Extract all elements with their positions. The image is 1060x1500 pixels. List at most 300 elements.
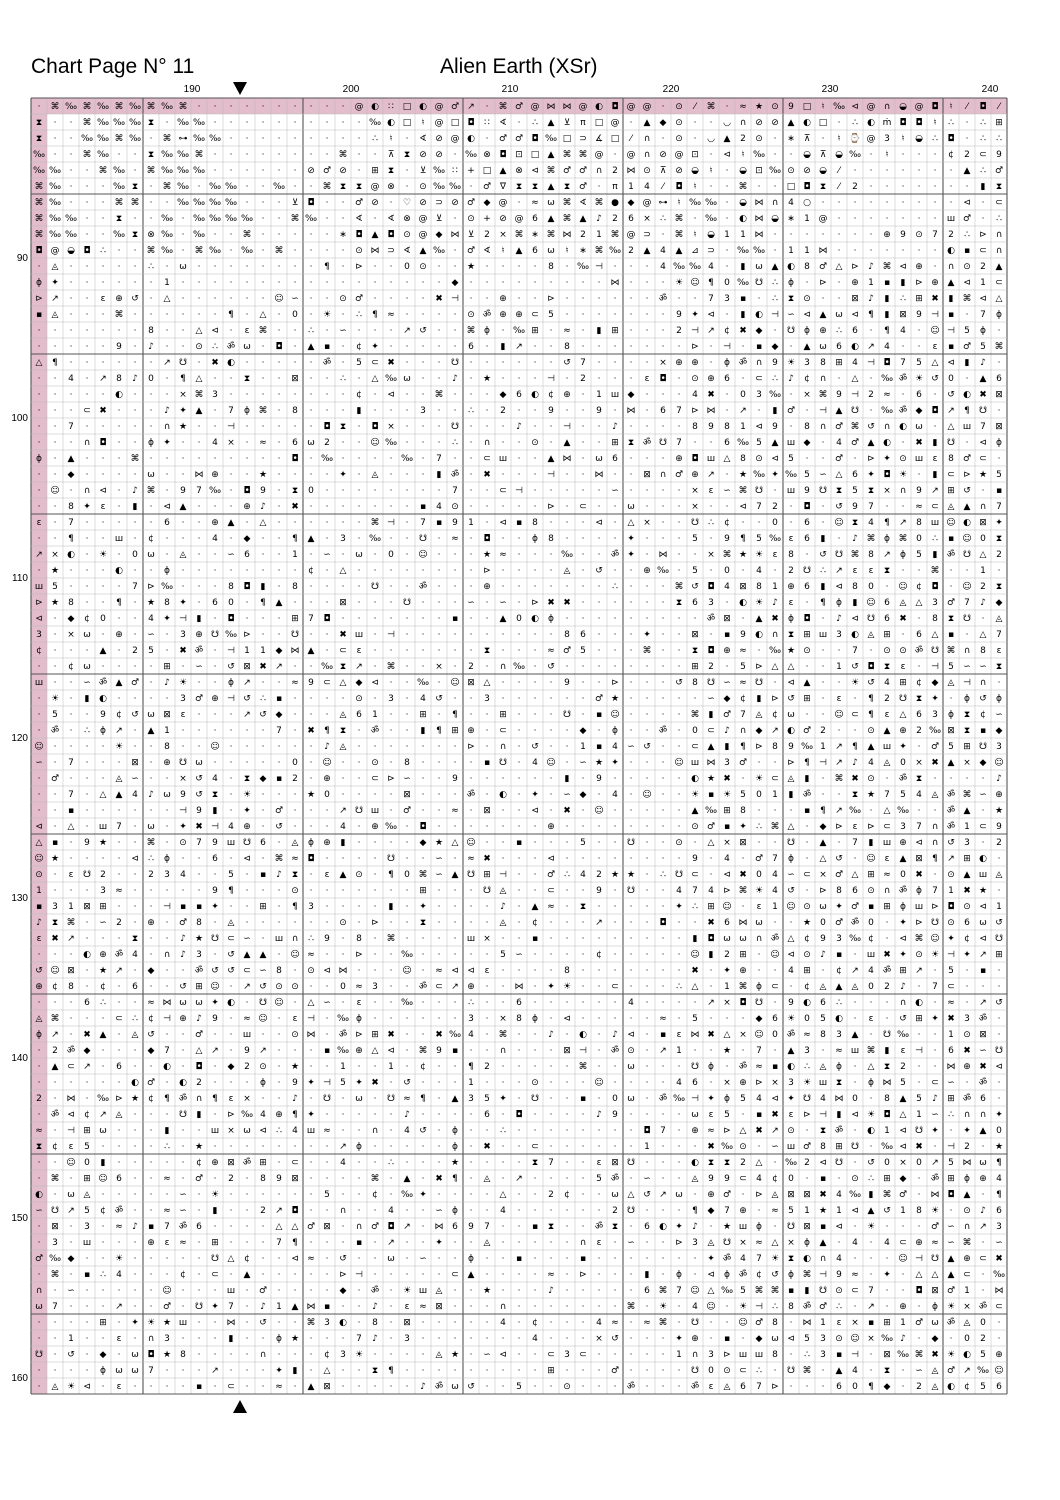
stitch-symbol: ·	[229, 326, 233, 337]
stitch-symbol: ⊞	[899, 966, 907, 977]
stitch-symbol: ◘	[291, 454, 299, 465]
stitch-symbol: ·	[37, 1270, 41, 1281]
stitch-symbol: ·	[533, 1238, 537, 1249]
stitch-symbol: ✖	[899, 614, 907, 625]
stitch-symbol: ∴	[148, 262, 154, 273]
stitch-symbol: △	[371, 374, 379, 385]
stitch-symbol: ·	[117, 1046, 121, 1057]
stitch-symbol: ·	[261, 1094, 265, 1105]
stitch-symbol: ⊠	[403, 790, 411, 801]
stitch-symbol: ♮	[693, 230, 697, 241]
stitch-symbol: ♪	[596, 1110, 602, 1121]
stitch-symbol: ·	[101, 1014, 105, 1025]
stitch-symbol: ⊞	[883, 1318, 891, 1329]
stitch-symbol: 6	[852, 470, 858, 481]
stitch-symbol: ✦	[179, 822, 187, 833]
stitch-symbol: ·	[501, 982, 505, 993]
stitch-symbol: 6	[84, 998, 90, 1009]
stitch-symbol: ·	[901, 1222, 905, 1233]
stitch-symbol: 1	[916, 1110, 922, 1121]
stitch-symbol: 2	[980, 582, 986, 593]
stitch-symbol: ⊙	[723, 1366, 731, 1377]
stitch-symbol: ◬	[867, 630, 875, 641]
stitch-symbol: ◒	[707, 230, 715, 241]
stitch-symbol: ·	[149, 518, 153, 529]
stitch-symbol: 4	[852, 358, 858, 369]
stitch-symbol: ·	[613, 262, 617, 273]
stitch-symbol: ·	[629, 326, 633, 337]
stitch-symbol: ◐	[531, 390, 539, 401]
stitch-symbol: ·	[917, 742, 921, 753]
stitch-symbol: ·	[245, 358, 249, 369]
stitch-symbol: ◐	[115, 566, 123, 577]
stitch-symbol: ·	[405, 742, 409, 753]
stitch-symbol: ·	[789, 518, 793, 529]
stitch-symbol: ·	[293, 806, 297, 817]
stitch-symbol: ∽	[83, 678, 91, 689]
stitch-symbol: ◬	[947, 678, 955, 689]
stitch-symbol: ¶	[388, 870, 394, 881]
stitch-symbol: ·	[485, 502, 489, 513]
stitch-symbol: ·	[261, 422, 265, 433]
stitch-symbol: ш	[354, 630, 364, 641]
stitch-symbol: ·	[853, 230, 857, 241]
stitch-symbol: 9	[452, 518, 458, 529]
stitch-symbol: ·	[53, 662, 57, 673]
stitch-symbol: ⊞	[899, 678, 907, 689]
stitch-symbol: ∴	[900, 294, 906, 305]
stitch-symbol: ✦	[547, 982, 555, 993]
stitch-symbol: ·	[341, 886, 345, 897]
stitch-symbol: ·	[661, 502, 665, 513]
stitch-symbol: ▲	[147, 726, 155, 737]
stitch-symbol: ·	[629, 662, 633, 673]
stitch-symbol: ϕ	[36, 278, 42, 289]
stitch-symbol: ·	[357, 1062, 361, 1073]
stitch-symbol: ∩	[259, 1350, 267, 1361]
stitch-symbol: ¢	[36, 646, 42, 657]
stitch-symbol: ·	[613, 1126, 617, 1137]
stitch-symbol: ¢	[724, 326, 730, 337]
stitch-symbol: △	[707, 838, 715, 849]
stitch-symbol: ‰	[384, 374, 398, 385]
stitch-symbol: 8	[148, 326, 154, 337]
stitch-symbol: ▪	[755, 342, 763, 353]
stitch-symbol: ·	[501, 1254, 505, 1265]
stitch-symbol: ↺	[259, 982, 267, 993]
stitch-symbol: ☀	[66, 1382, 76, 1393]
stitch-symbol: ✦	[899, 950, 907, 961]
stitch-symbol: ♂	[562, 166, 572, 177]
stitch-symbol: ⌘	[466, 326, 476, 337]
stitch-symbol: ·	[789, 1318, 793, 1329]
stitch-symbol: ·	[389, 1382, 393, 1393]
stitch-symbol: 2	[868, 390, 874, 401]
stitch-symbol: ▮	[564, 774, 570, 785]
stitch-symbol: ☺	[594, 806, 604, 817]
stitch-symbol: ·	[309, 582, 313, 593]
stitch-symbol: ⧗	[835, 1078, 843, 1089]
stitch-symbol: 7	[916, 822, 922, 833]
stitch-symbol: ϕ	[356, 1142, 362, 1153]
stitch-symbol: ·	[629, 1078, 633, 1089]
stitch-symbol: ·	[853, 950, 857, 961]
stitch-symbol: ∽	[787, 310, 795, 321]
stitch-symbol: ω	[83, 630, 91, 641]
stitch-symbol: ॐ	[194, 646, 204, 657]
stitch-symbol: ·	[965, 774, 969, 785]
stitch-symbol: ▲	[899, 854, 907, 865]
stitch-symbol: ·	[213, 1318, 217, 1329]
stitch-symbol: △	[307, 998, 315, 1009]
stitch-symbol: ⊕	[547, 822, 555, 833]
stitch-symbol: ⊘	[755, 118, 763, 129]
stitch-symbol: ○	[803, 198, 811, 209]
stitch-symbol: ✖	[211, 358, 219, 369]
stitch-symbol: ·	[501, 678, 505, 689]
stitch-symbol: ·	[805, 454, 809, 465]
stitch-symbol: ·	[213, 1222, 217, 1233]
stitch-symbol: ·	[389, 742, 393, 753]
stitch-symbol: ◐	[787, 1062, 795, 1073]
stitch-symbol: ¢	[548, 390, 554, 401]
stitch-symbol: ⊲	[243, 854, 251, 865]
stitch-symbol: ⧗	[355, 182, 363, 193]
stitch-symbol: ‰	[464, 150, 478, 161]
stitch-symbol: ▪	[259, 870, 267, 881]
stitch-symbol: ·	[517, 1046, 521, 1057]
stitch-symbol: ⊣	[595, 262, 603, 273]
stitch-symbol: ·	[533, 406, 537, 417]
stitch-symbol: ·	[357, 422, 361, 433]
stitch-symbol: ☋	[755, 486, 763, 497]
stitch-symbol: ∢	[419, 134, 427, 145]
stitch-symbol: ·	[213, 1174, 217, 1185]
stitch-symbol: ·	[181, 1142, 185, 1153]
stitch-symbol: ·	[501, 1222, 505, 1233]
stitch-symbol: ·	[661, 694, 665, 705]
stitch-symbol: ↗	[387, 1238, 395, 1249]
stitch-symbol: 3	[36, 630, 42, 641]
stitch-symbol: ·	[261, 1190, 265, 1201]
stitch-symbol: ·	[373, 694, 377, 705]
stitch-symbol: 2	[724, 950, 730, 961]
stitch-symbol: ∴	[660, 870, 666, 881]
stitch-symbol: ·	[325, 982, 329, 993]
stitch-symbol: ⊠	[435, 1302, 443, 1313]
stitch-symbol: 5	[324, 1190, 330, 1201]
stitch-symbol: 3	[420, 406, 426, 417]
stitch-symbol: ◐	[867, 118, 875, 129]
stitch-symbol: ▪	[531, 1222, 539, 1233]
stitch-symbol: ·	[453, 742, 457, 753]
stitch-symbol: ·	[181, 1382, 185, 1393]
stitch-symbol: 2	[100, 870, 106, 881]
stitch-symbol: ·	[645, 502, 649, 513]
stitch-symbol: ·	[197, 1206, 201, 1217]
stitch-symbol: ≈	[419, 1302, 427, 1313]
stitch-symbol: ·	[565, 1030, 569, 1041]
stitch-symbol: ·	[549, 582, 553, 593]
stitch-symbol: ☀	[690, 790, 700, 801]
stitch-symbol: ·	[69, 694, 73, 705]
stitch-symbol: ∴	[756, 1366, 762, 1377]
stitch-symbol: ·	[629, 790, 633, 801]
stitch-symbol: ∴	[452, 438, 458, 449]
stitch-symbol: ·	[581, 1142, 585, 1153]
stitch-symbol: 4	[292, 1126, 298, 1137]
stitch-symbol: ⊂	[339, 646, 347, 657]
stitch-symbol: ·	[117, 998, 121, 1009]
stitch-symbol: ≈	[499, 550, 507, 561]
stitch-symbol: ·	[37, 1238, 41, 1249]
stitch-symbol: ·	[309, 1062, 313, 1073]
stitch-symbol: ·	[133, 1270, 137, 1281]
stitch-symbol: ‰	[768, 166, 782, 177]
stitch-symbol: ☺	[754, 1030, 764, 1041]
stitch-symbol: ♮	[693, 182, 697, 193]
stitch-symbol: ✦	[243, 806, 251, 817]
stitch-symbol: ·	[597, 1270, 601, 1281]
stitch-symbol: □	[594, 118, 604, 129]
stitch-symbol: ⊞	[291, 614, 299, 625]
stitch-symbol: ·	[565, 1206, 569, 1217]
stitch-symbol: ω	[627, 1062, 635, 1073]
stitch-symbol: ·	[389, 198, 393, 209]
stitch-symbol: ·	[853, 1014, 857, 1025]
stitch-symbol: ✦	[899, 742, 907, 753]
stitch-symbol: 0	[724, 278, 730, 289]
stitch-symbol: ⊣	[867, 358, 875, 369]
stitch-symbol: 3	[996, 742, 1002, 753]
stitch-symbol: ·	[437, 550, 441, 561]
stitch-symbol: ·	[37, 502, 41, 513]
stitch-symbol: ⧗	[147, 150, 155, 161]
stitch-symbol: ↗	[339, 1142, 347, 1153]
stitch-symbol: 7	[676, 1286, 682, 1297]
stitch-symbol: 3	[52, 1238, 58, 1249]
stitch-symbol: ·	[693, 118, 697, 129]
stitch-symbol: 4	[820, 1094, 826, 1105]
stitch-symbol: ☋	[179, 758, 187, 769]
stitch-symbol: ω	[451, 1382, 459, 1393]
stitch-symbol: ▪	[579, 1094, 587, 1105]
stitch-symbol: ·	[261, 934, 265, 945]
stitch-symbol: ϕ	[996, 310, 1002, 321]
stitch-symbol: ☋	[707, 678, 715, 689]
stitch-symbol: ·	[197, 1334, 201, 1345]
stitch-symbol: ·	[421, 1334, 425, 1345]
stitch-symbol: ·	[325, 214, 329, 225]
stitch-symbol: 4	[420, 694, 426, 705]
stitch-symbol: ·	[213, 374, 217, 385]
stitch-symbol: ⊙	[627, 1046, 635, 1057]
stitch-symbol: ·	[869, 1238, 873, 1249]
stitch-symbol: ‰	[112, 230, 126, 241]
stitch-symbol: ·	[389, 1190, 393, 1201]
stitch-symbol: ·	[293, 1318, 297, 1329]
stitch-symbol: ◒	[691, 166, 699, 177]
stitch-symbol: ☀	[658, 1302, 668, 1313]
stitch-symbol: □	[786, 182, 796, 193]
stitch-symbol: ш	[226, 838, 236, 849]
stitch-symbol: ✦	[899, 918, 907, 929]
stitch-symbol: ·	[453, 342, 457, 353]
stitch-symbol: ॐ	[626, 1382, 636, 1393]
stitch-symbol: ·	[133, 1382, 137, 1393]
stitch-symbol: ·	[85, 982, 89, 993]
stitch-symbol: 2	[484, 230, 490, 241]
stitch-symbol: ‰	[720, 1286, 734, 1297]
stitch-symbol: ‰	[208, 182, 222, 193]
stitch-symbol: ·	[981, 1238, 985, 1249]
stitch-symbol: 2	[292, 774, 298, 785]
stitch-symbol: ·	[949, 166, 953, 177]
stitch-symbol: ♂	[194, 1174, 204, 1185]
stitch-symbol: ♪	[612, 422, 618, 433]
stitch-symbol: ▪	[323, 342, 331, 353]
stitch-symbol: 7	[708, 294, 714, 305]
stitch-symbol: ◐	[531, 614, 539, 625]
stitch-symbol: ·	[997, 1078, 1001, 1089]
stitch-symbol: ⊙	[403, 230, 411, 241]
stitch-symbol: ·	[197, 502, 201, 513]
stitch-symbol: 3	[468, 1014, 474, 1025]
stitch-symbol: ϕ	[724, 1094, 730, 1105]
stitch-symbol: ≈	[275, 1382, 283, 1393]
stitch-symbol: ·	[165, 326, 169, 337]
stitch-symbol: ε	[36, 934, 42, 945]
stitch-symbol: ·	[213, 502, 217, 513]
stitch-symbol: 5	[948, 742, 954, 753]
stitch-symbol: ⊲	[771, 1094, 779, 1105]
stitch-symbol: ◐	[691, 774, 699, 785]
stitch-symbol: ⊲	[835, 1222, 843, 1233]
stitch-symbol: 9	[292, 1078, 298, 1089]
stitch-symbol: ⊙	[851, 1174, 859, 1185]
stitch-symbol: ·	[517, 918, 521, 929]
stitch-symbol: ·	[661, 790, 665, 801]
stitch-symbol: ◆	[339, 1286, 347, 1297]
stitch-symbol: ·	[805, 598, 809, 609]
stitch-symbol: ·	[149, 1142, 153, 1153]
stitch-symbol: ✦	[211, 998, 219, 1009]
stitch-symbol: ☋	[803, 1094, 811, 1105]
stitch-symbol: ·	[581, 422, 585, 433]
stitch-symbol: ·	[517, 726, 521, 737]
stitch-symbol: ·	[437, 438, 441, 449]
stitch-symbol: ·	[181, 1366, 185, 1377]
stitch-symbol: ¢	[804, 934, 810, 945]
stitch-symbol: ·	[661, 534, 665, 545]
stitch-symbol: ⊣	[67, 1126, 75, 1137]
stitch-symbol: ¢	[420, 1062, 426, 1073]
stitch-symbol: ·	[453, 934, 457, 945]
stitch-symbol: ↗	[707, 470, 715, 481]
stitch-symbol: ·	[645, 1382, 649, 1393]
stitch-symbol: ·	[469, 1174, 473, 1185]
stitch-symbol: ☋	[819, 486, 827, 497]
stitch-symbol: 1	[740, 230, 746, 241]
stitch-symbol: ·	[661, 998, 665, 1009]
stitch-symbol: ·	[661, 598, 665, 609]
stitch-symbol: ↺	[259, 1318, 267, 1329]
stitch-symbol: ⊙	[275, 982, 283, 993]
stitch-symbol: ·	[981, 614, 985, 625]
stitch-symbol: ·	[101, 934, 105, 945]
stitch-symbol: ·	[357, 918, 361, 929]
stitch-symbol: ¢	[964, 1382, 970, 1393]
stitch-symbol: ·	[517, 1030, 521, 1041]
stitch-symbol: ·	[421, 1030, 425, 1041]
stitch-symbol: 1	[596, 230, 602, 241]
stitch-symbol: ¢	[836, 966, 842, 977]
stitch-symbol: ·	[69, 646, 73, 657]
stitch-symbol: ·	[341, 310, 345, 321]
stitch-symbol: ⌘	[98, 166, 108, 177]
stitch-symbol: ◆	[259, 774, 267, 785]
stitch-symbol: ◘	[675, 182, 683, 193]
stitch-symbol: ·	[309, 1158, 313, 1169]
stitch-symbol: ·	[197, 1350, 201, 1361]
stitch-symbol: ◆	[275, 646, 283, 657]
stitch-symbol: ·	[277, 390, 281, 401]
stitch-symbol: ⌘	[162, 134, 172, 145]
stitch-symbol: ♮	[677, 198, 681, 209]
stitch-symbol: ⊕	[707, 1190, 715, 1201]
stitch-symbol: 3	[900, 822, 906, 833]
stitch-symbol: 1	[980, 566, 986, 577]
stitch-symbol: ⧗	[243, 374, 251, 385]
stitch-symbol: ·	[165, 694, 169, 705]
stitch-symbol: ⧗	[995, 582, 1003, 593]
stitch-symbol: ·	[245, 886, 249, 897]
stitch-symbol: ◘	[83, 246, 91, 257]
stitch-symbol: ¢	[196, 1158, 202, 1169]
stitch-symbol: ·	[133, 694, 137, 705]
stitch-symbol: ◬	[819, 982, 827, 993]
stitch-symbol: ·	[37, 422, 41, 433]
stitch-symbol: ·	[213, 1030, 217, 1041]
stitch-symbol: ◆	[707, 1206, 715, 1217]
stitch-symbol: 7	[580, 358, 586, 369]
stitch-symbol: ·	[821, 678, 825, 689]
stitch-symbol: ·	[165, 1110, 169, 1121]
stitch-symbol: ∴	[692, 902, 698, 913]
stitch-symbol: ·	[453, 662, 457, 673]
stitch-symbol: ·	[69, 310, 73, 321]
stitch-symbol: ◆	[499, 390, 507, 401]
stitch-symbol: ·	[821, 662, 825, 673]
stitch-symbol: 8	[276, 966, 282, 977]
stitch-symbol: ⊕	[963, 1254, 971, 1265]
stitch-symbol: ☋	[819, 1286, 827, 1297]
stitch-symbol: ·	[933, 214, 937, 225]
stitch-symbol: 4	[532, 1334, 538, 1345]
stitch-symbol: ·	[293, 662, 297, 673]
stitch-symbol: ·	[581, 1190, 585, 1201]
stitch-symbol: ·	[357, 134, 361, 145]
stitch-symbol: ▮	[708, 950, 714, 961]
stitch-symbol: ·	[677, 1110, 681, 1121]
stitch-symbol: ⊂	[579, 502, 587, 513]
stitch-symbol: ⊳	[35, 598, 43, 609]
stitch-symbol: ⧗	[547, 1222, 555, 1233]
stitch-symbol: ε	[708, 486, 714, 497]
stitch-symbol: 4	[884, 342, 890, 353]
stitch-symbol: ·	[261, 630, 265, 641]
stitch-symbol: ·	[597, 486, 601, 497]
